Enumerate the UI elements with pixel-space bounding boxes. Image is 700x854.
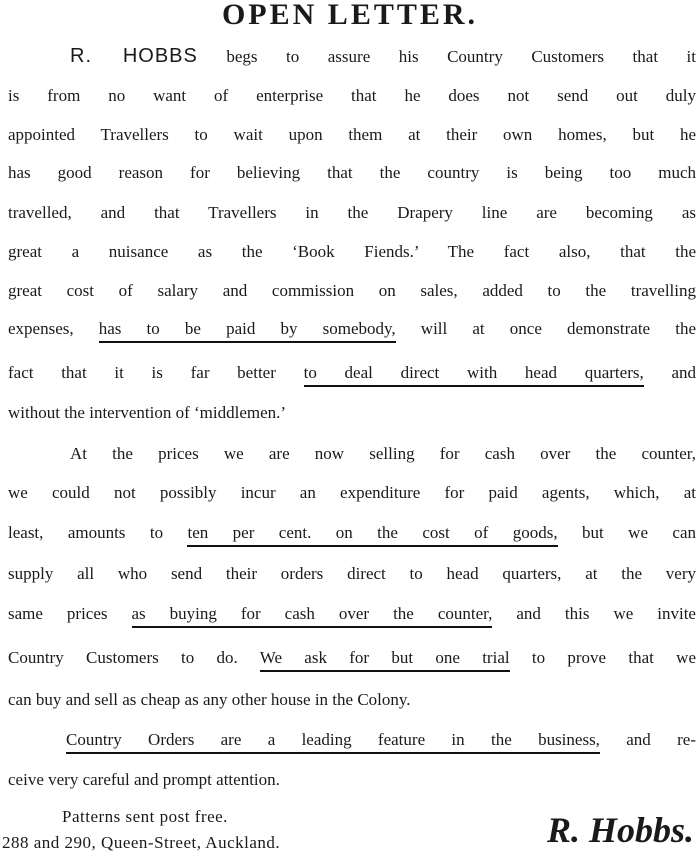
para2-line-2: we could not possibly incur an expenditure for paid agents, which, at [8,483,696,502]
shop-address: 288 and 290, Queen-Street, Auckland. [2,833,281,852]
para1-line-7: great cost of salary and commission on sales, added to the travelling [8,281,696,300]
underlined-phrase: Country Orders are a leading feature in the business, [66,730,600,754]
para3-line-1: Country Orders are a leading feature in the business, and re- [8,729,696,751]
para2-line-3: least, amounts to ten per cent. on the cost of goods, but we can [8,522,696,544]
para1-line-1: R. HOBBS begs to assure his Country Customers that it [70,45,697,67]
underlined-phrase: We ask for but one trial [260,648,510,672]
para1-line-2: is from no want of enterprise that he does not send out duly [8,86,696,105]
merchant-name: R. HOBBS [70,45,198,67]
patterns-note: Patterns sent post free. [62,807,228,826]
para1-line-8: expenses, has to be paid by somebody, will at once demonstrate the [8,318,696,340]
para2-line-5: same prices as buying for cash over the counter, and this we invite [8,603,696,625]
underlined-phrase: ten per cent. on the cost of goods, [187,523,557,547]
para1-line-6: great a nuisance as the ‘Book Fiends.’ The fact also, that the [8,242,696,261]
para2-line-1: At the prices we are now selling for cash over the counter, [70,444,696,463]
underlined-phrase: to deal direct with head quarters, [304,363,644,387]
para2-line-7: can buy and sell as cheap as any other house in the Colony. [8,690,411,709]
underlined-phrase: has to be paid by somebody, [99,319,396,343]
para3-line-2: ceive very careful and prompt attention. [8,770,280,789]
underlined-phrase: as buying for cash over the counter, [132,604,493,628]
para2-line-6: Country Customers to do. We ask for but one trial to prove that we [8,647,696,669]
para1-line-3: appointed Travellers to wait upon them at their own homes, but he [8,125,696,144]
para2-line-4: supply all who send their orders direct to head quarters, at the very [8,564,696,583]
para1-line-9: fact that it is far better to deal direct with head quarters, and [8,362,696,384]
para1-line-4: has good reason for believing that the country is being too much [8,163,696,182]
para1-line-10: without the intervention of ‘middlemen.’ [8,403,287,422]
letter-title: OPEN LETTER. [221,0,479,31]
para1-line-5: travelled, and that Travellers in the Drapery line are becoming as [8,203,696,222]
signature: R. Hobbs. [546,810,694,850]
